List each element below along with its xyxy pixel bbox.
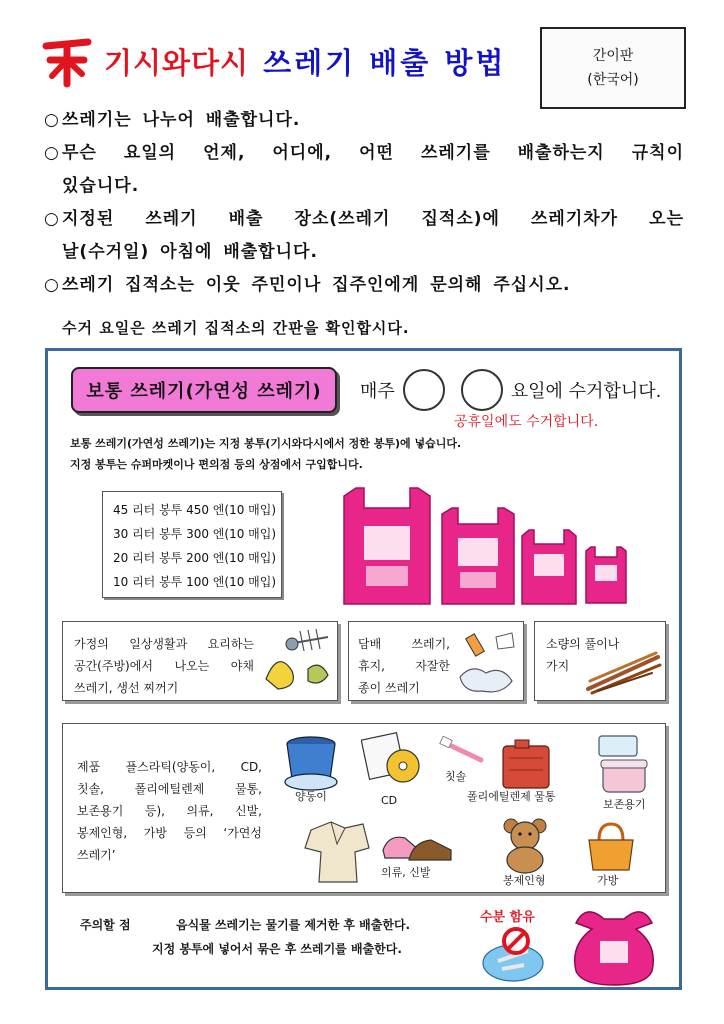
day-circle-2 bbox=[461, 369, 503, 411]
branches-icon bbox=[586, 651, 662, 695]
grass-waste-text: 소량의 풀이나 가지 bbox=[546, 637, 620, 673]
plastic-products-text: 제품 플스라틱(양동이, CD, 칫솔, 폴리에틸렌제 물통, 보존용기 등), 의류, 신발, 봉제인형, 가방 등의 ‘가연성 쓰레기’ bbox=[77, 760, 262, 862]
rule-item-cont: 있습니다. bbox=[62, 176, 140, 196]
caption-storage-container: 보존용기 bbox=[603, 798, 646, 811]
bag-10l-icon bbox=[584, 545, 628, 605]
price-item: 20 리터 봉투 200 엔(10 매입) bbox=[113, 551, 277, 565]
paper-waste-text: 담배 쓰레기, 휴지, 자잘한 종이 쓰레기 bbox=[358, 637, 450, 695]
fish-bone-icon bbox=[258, 629, 336, 695]
tied-bag-icon bbox=[566, 901, 662, 987]
moisture-label: 수분 함유 bbox=[480, 910, 535, 925]
caption-water-tank: 폴리에틸렌제 물통 bbox=[467, 790, 556, 803]
rule-item: ○ 지정된 쓰레기 배출 장소(쓰레기 집적소)에 쓰레기차가 오는 bbox=[44, 209, 684, 229]
price-item: 45 리터 봉투 450 엔(10 매입) bbox=[113, 503, 277, 517]
shoes-icon bbox=[379, 820, 457, 866]
toothbrush-icon bbox=[439, 736, 487, 766]
caption-clothes-shoes: 의류, 신발 bbox=[381, 866, 431, 879]
price-item: 10 리터 봉투 100 엔(10 매입) bbox=[113, 575, 277, 589]
rule-item: ○ 쓰레기 집적소는 이웃 주민이나 집주인에게 문의해 주십시오. bbox=[44, 275, 571, 295]
water-tank-icon bbox=[499, 738, 555, 790]
rule-item-cont: 날(수거일) 아침에 배출합니다. bbox=[62, 242, 318, 262]
rule-item: ○ 무슨 요일의 언제, 어디에, 어떤 쓰레기를 배출하는지 규칙이 bbox=[44, 143, 684, 163]
burnable-section bbox=[45, 348, 682, 990]
no-wet-garbage-icon bbox=[478, 921, 548, 985]
rule-item: ○ 쓰레기는 나누어 배출합니다. bbox=[44, 110, 301, 130]
kitchen-waste-text: 가정의 일상생활과 요리하는 공간(주방)에서 나오는 야채 쓰레기, 생선 찌꺼기 bbox=[74, 637, 254, 695]
caption-handbag: 가방 bbox=[597, 874, 619, 887]
price-list bbox=[102, 491, 282, 598]
storage-container-icon bbox=[593, 732, 649, 798]
caption-cd: CD bbox=[381, 794, 398, 807]
version-language: (한국어) bbox=[587, 72, 639, 88]
version-box bbox=[540, 27, 686, 109]
clothes-icon bbox=[301, 818, 373, 886]
caption-toothbrush: 칫솔 bbox=[445, 770, 467, 783]
weekly-schedule: 매주 요일에 수거합니다. bbox=[360, 369, 661, 411]
bucket-icon bbox=[281, 734, 341, 792]
city-logo-icon bbox=[40, 34, 94, 88]
day-circle-1 bbox=[403, 369, 445, 411]
cd-icon bbox=[361, 732, 425, 792]
title-city: 기시와다시 bbox=[104, 45, 250, 80]
holiday-note: 공휴일에도 수거합니다. bbox=[454, 414, 599, 430]
caution-drain: 음식물 쓰레기는 물기를 제거한 후 배출한다. bbox=[176, 918, 411, 932]
bag-30l-icon bbox=[440, 506, 516, 606]
bag-20l-icon bbox=[520, 528, 578, 606]
section-label: 보통 쓰레기(가연성 쓰레기) bbox=[71, 367, 337, 413]
bag-45l-icon bbox=[342, 486, 432, 606]
plastic-products-box bbox=[62, 723, 666, 893]
caption-bucket: 양동이 bbox=[295, 790, 327, 803]
handbag-icon bbox=[585, 822, 637, 872]
teddy-bear-icon bbox=[497, 816, 553, 874]
title-row bbox=[40, 30, 506, 92]
rules-list bbox=[44, 104, 684, 302]
section-description: 보통 쓰레기(가연성 쓰레기)는 지정 봉투(기시와다시에서 정한 봉투)에 넣습니다. 지정 봉투는 슈퍼마켓이나 편의점 등의 상점에서 구입합니다. bbox=[70, 437, 462, 471]
tissue-icon bbox=[452, 627, 522, 699]
check-note: 수거 요일은 쓰레기 집적소의 간판을 확인합시다. bbox=[62, 319, 410, 337]
caption-teddy-bear: 봉제인형 bbox=[503, 874, 546, 887]
version-label: 간이판 bbox=[592, 48, 634, 64]
price-item: 30 리터 봉투 300 엔(10 매입) bbox=[113, 527, 277, 541]
title-main: 쓰레기 배출 방법 bbox=[263, 45, 507, 80]
caution-label: 주의할 점 bbox=[80, 918, 131, 932]
caution-tie: 지정 봉투에 넣어서 묶은 후 쓰레기를 배출한다. bbox=[152, 942, 402, 956]
